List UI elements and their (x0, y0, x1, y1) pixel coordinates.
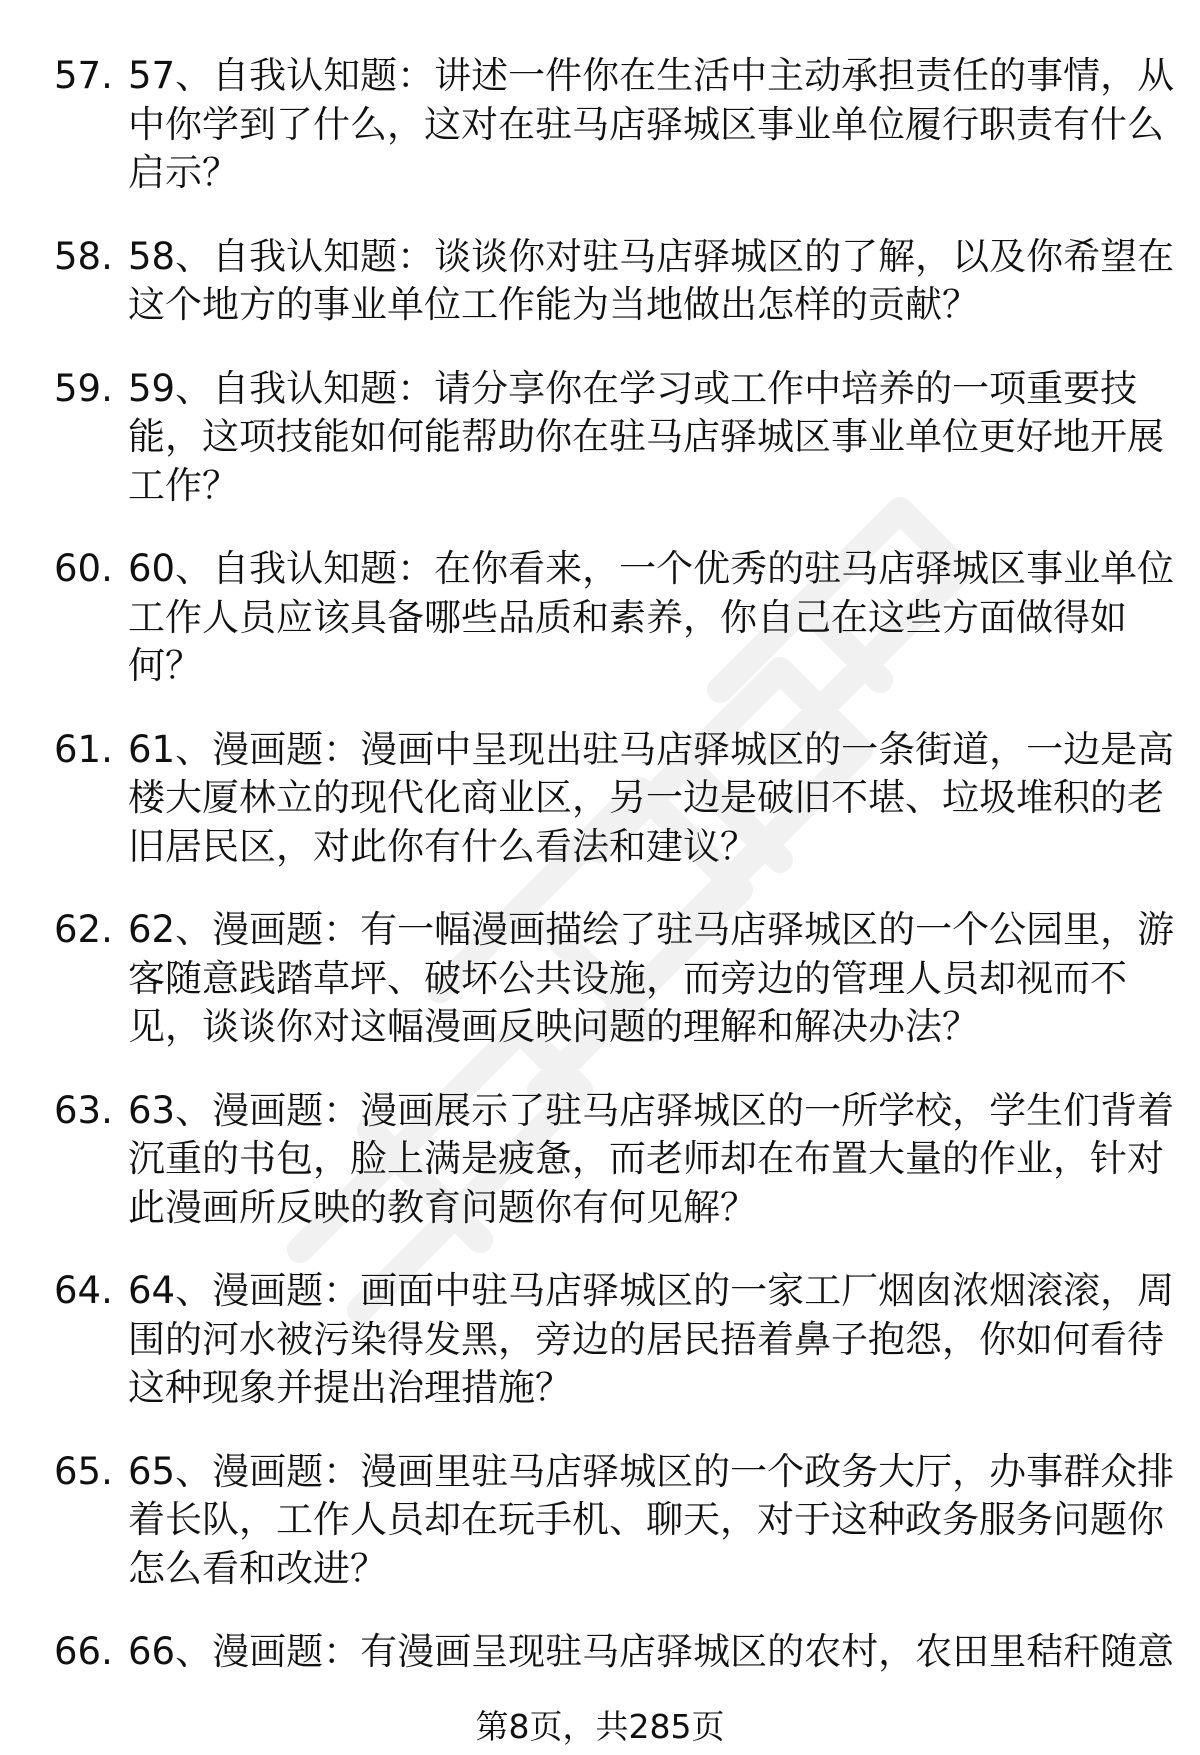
question-text-line: 客随意践踏草坪、破坏公共设施，而旁边的管理人员却视而不 (128, 956, 1127, 1000)
question-text-line: 60、自我认知题：在你看来，一个优秀的驻马店驿城区事业单位 (128, 547, 1175, 590)
question-text-line: 65、漫画题：漫画里驻马店驿城区的一个政务大厅，办事群众排 (128, 1449, 1175, 1493)
question-text-line: 59、自我认知题：请分享你在学习或工作中培养的一项重要技 (128, 366, 1138, 410)
question-item (0, 1448, 1200, 1594)
question-text-line: 62、漫画题：有一幅漫画描绘了驻马店驿城区的一个公园里，游 (128, 908, 1175, 951)
question-item (0, 726, 1200, 872)
question-text-line: 何？ (128, 644, 202, 687)
question-text-line: 工作人员应该具备哪些品质和素养，你自己在这些方面做得如 (128, 595, 1127, 639)
question-number: 66. (54, 1630, 113, 1673)
question-text-line: 旧居民区，对此你有什么看法和建议？ (128, 824, 757, 868)
question-text-line: 能，这项技能如何能帮助你在驻马店驿城区事业单位更好地开展 (128, 415, 1164, 458)
question-number: 57. (54, 54, 113, 97)
question-number: 63. (54, 1088, 113, 1132)
question-text-line: 楼大厦林立的现代化商业区，另一边是破旧不堪、垃圾堆积的老 (128, 776, 1164, 819)
question-text-line: 此漫画所反映的教育问题你有何见解？ (128, 1185, 757, 1229)
question-item (0, 233, 1200, 330)
question-text-line: 着长队，工作人员却在玩手机、聊天，对于这种政务服务问题你 (128, 1498, 1164, 1541)
question-text-line: 怎么看和改进？ (128, 1546, 387, 1590)
question-text-line: 中你学到了什么，这对在驻马店驿城区事业单位履行职责有什么 (128, 102, 1164, 146)
question-item (0, 1267, 1200, 1413)
question-text-line: 沉重的书包，脸上满是疲惫，而老师却在布置大量的作业，针对 (128, 1137, 1164, 1180)
question-number: 60. (54, 547, 113, 590)
question-number: 61. (54, 727, 113, 771)
question-item (0, 52, 1200, 198)
question-item (0, 545, 1200, 691)
page-footer: 第8页，共285页 (475, 1707, 725, 1746)
question-text-line: 57、自我认知题：讲述一件你在生活中主动承担责任的事情，从 (128, 54, 1175, 97)
question-text-line: 启示？ (128, 151, 239, 194)
question-item (0, 365, 1200, 511)
question-text-line: 63、漫画题：漫画展示了驻马店驿城区的一所学校，学生们背着 (128, 1088, 1175, 1132)
question-text-line: 66、漫画题：有漫画呈现驻马店驿城区的农村，农田里秸秆随意 (128, 1630, 1175, 1673)
question-number: 64. (54, 1269, 113, 1312)
question-item (0, 1628, 1200, 1677)
question-text-line: 工作？ (128, 463, 239, 507)
question-number: 59. (54, 366, 113, 410)
question-text-line: 这个地方的事业单位工作能为当地做出怎样的贡献？ (128, 283, 979, 326)
question-text-line: 围的河水被污染得发黑，旁边的居民捂着鼻子抱怨，你如何看待 (128, 1317, 1164, 1361)
question-number: 65. (54, 1449, 113, 1493)
question-text-line: 见，谈谈你对这幅漫画反映问题的理解和解决办法？ (128, 1005, 979, 1048)
question-item (0, 1087, 1200, 1233)
question-text-line: 61、漫画题：漫画中呈现出驻马店驿城区的一条街道，一边是高 (128, 727, 1175, 771)
question-text-line: 58、自我认知题：谈谈你对驻马店驿城区的了解，以及你希望在 (128, 234, 1175, 278)
question-text-line: 这种现象并提出治理措施？ (128, 1366, 572, 1409)
question-item (0, 906, 1200, 1052)
question-number: 58. (54, 234, 113, 278)
question-number: 62. (54, 908, 113, 951)
question-text-line: 64、漫画题：画面中驻马店驿城区的一家工厂烟囱浓烟滚滚，周 (128, 1269, 1175, 1312)
